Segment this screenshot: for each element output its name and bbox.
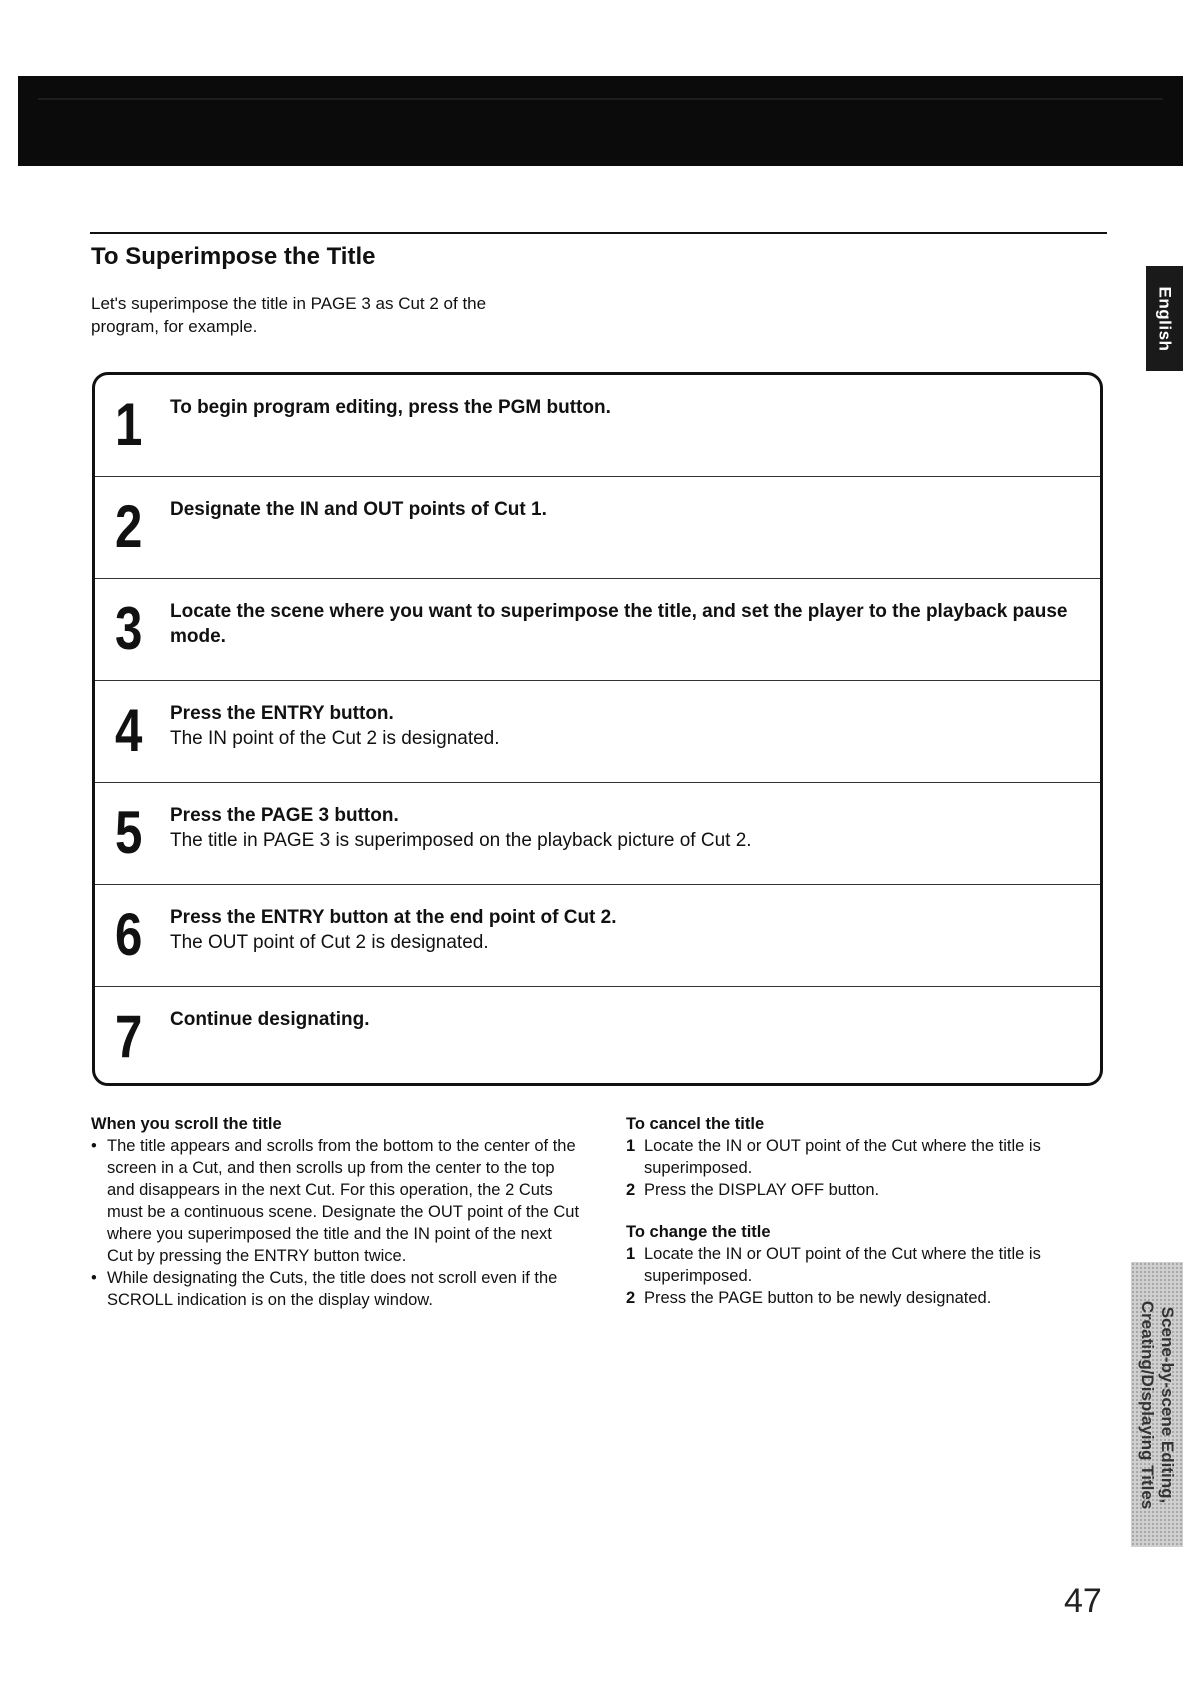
chapter-tab-line-1: Scene-by-scene Editing, xyxy=(1158,1306,1177,1503)
step-2 xyxy=(95,477,1100,579)
cancel-step-text: Press the DISPLAY OFF button. xyxy=(644,1181,880,1199)
change-step xyxy=(626,1287,1096,1309)
section-divider xyxy=(90,232,1107,234)
page-number: 47 xyxy=(1064,1582,1102,1620)
step-number: 3 xyxy=(115,595,143,662)
section-title: To Superimpose the Title xyxy=(91,243,376,270)
step-7 xyxy=(95,987,1100,1086)
change-title-heading: To change the title xyxy=(626,1223,771,1241)
step-title: Locate the scene where you want to superimpose the title, and set the player to the playback pause mode. xyxy=(170,601,1068,647)
step-title: Press the PAGE 3 button. xyxy=(170,805,399,826)
scroll-note-item: • While designating the Cuts, the title does not scroll even if the SCROLL indication is on the display window. xyxy=(91,1267,581,1311)
steps-box xyxy=(92,372,1103,1086)
scroll-notes xyxy=(91,1113,581,1311)
scroll-notes-heading: When you scroll the title xyxy=(91,1115,282,1133)
intro-text: Let's superimpose the title in PAGE 3 as Cut 2 of the program, for example. xyxy=(91,294,487,336)
cancel-step-number: 2 xyxy=(626,1181,636,1199)
step-title: Press the ENTRY button at the end point of Cut 2. xyxy=(170,907,617,928)
step-title: Press the ENTRY button. xyxy=(170,703,394,724)
step-number: 4 xyxy=(115,697,143,764)
title-notes xyxy=(626,1113,1096,1309)
cancel-title-heading: To cancel the title xyxy=(626,1115,765,1133)
cancel-step xyxy=(626,1135,1096,1179)
change-step-text: Locate the IN or OUT point of the Cut where the title is superimposed. xyxy=(644,1245,1041,1285)
step-4 xyxy=(95,681,1100,783)
step-title: To begin program editing, press the PGM button. xyxy=(170,397,611,418)
step-description: The OUT point of Cut 2 is designated. xyxy=(170,932,489,953)
chapter-side-tab xyxy=(1131,1262,1183,1547)
cancel-step xyxy=(626,1179,1096,1201)
change-step xyxy=(626,1243,1096,1287)
step-number: 1 xyxy=(115,391,143,458)
change-step-text: Press the PAGE button to be newly designated. xyxy=(644,1289,992,1307)
step-3 xyxy=(95,579,1100,681)
step-number: 7 xyxy=(115,1003,143,1070)
chapter-tab-line-2: Creating/Displaying Titles xyxy=(1138,1300,1157,1509)
step-description: The title in PAGE 3 is superimposed on the playback picture of Cut 2. xyxy=(170,830,752,851)
step-description: The IN point of the Cut 2 is designated. xyxy=(170,728,500,749)
change-step-number: 2 xyxy=(626,1289,636,1307)
header-bar xyxy=(18,76,1183,166)
step-title: Designate the IN and OUT points of Cut 1. xyxy=(170,499,547,520)
change-step-number: 1 xyxy=(626,1245,636,1263)
cancel-step-number: 1 xyxy=(626,1137,636,1155)
step-number: 6 xyxy=(115,901,143,968)
cancel-step-text: Locate the IN or OUT point of the Cut where the title is superimposed. xyxy=(644,1137,1041,1177)
scroll-note-item: • The title appears and scrolls from the bottom to the center of the screen in a Cut, and then scrolls up from the center to the top and disappears in the next Cut. For this operation, the 2 Cuts must be a continuous scene. Designate the OUT point of the Cut where you superimposed the title and the IN point of the next Cut by pressing the ENTRY button twice. xyxy=(91,1135,581,1267)
step-title: Continue designating. xyxy=(170,1009,370,1030)
language-tab xyxy=(1146,266,1183,371)
step-1 xyxy=(95,375,1100,477)
step-5 xyxy=(95,783,1100,885)
step-number: 5 xyxy=(115,799,143,866)
step-6 xyxy=(95,885,1100,987)
step-number: 2 xyxy=(115,493,143,560)
language-tab-label: English xyxy=(1155,286,1175,351)
